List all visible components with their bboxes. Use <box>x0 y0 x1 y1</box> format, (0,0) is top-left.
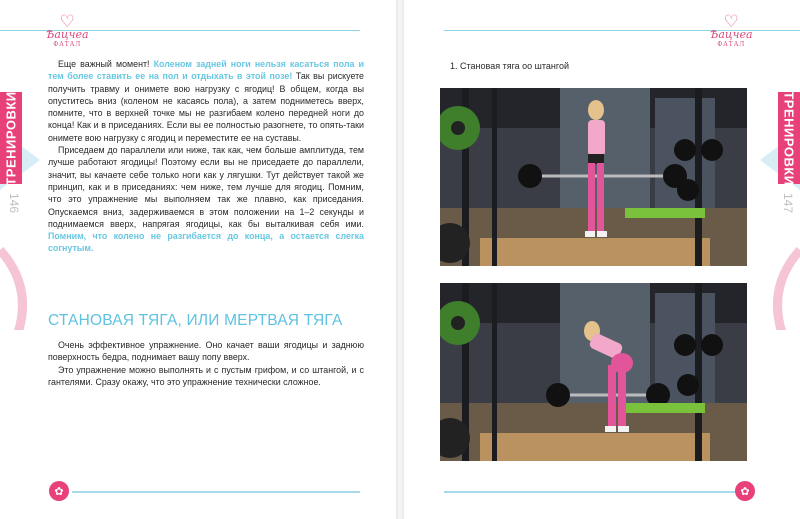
footer-lotus-icon: ✿ <box>49 481 69 501</box>
paragraph-4: Это упражнение можно выполнять и с пустым грифом, и со штангой, и с гантелями. Сразу окажу, что это упражнение технически сложное. <box>48 364 364 387</box>
book-gutter <box>396 0 404 519</box>
brand-logo <box>46 14 89 50</box>
para2-text: Приседаем до параллели или ниже, так как, чем больше амплитуда, тем лучше работают ягодицы! Поэтому если вы не приседаете до параллели, значит, вы качаете себе только ноги как у лягушки. Тут действует такой же принцип, как и в приседаниях: чем ниже, тем лучше для ягодиц. Помним, что это упражнение мы выполняем так же плавно, как приседания. Опускаемся вниз, задерживаемся в этом положении на 1–2 секунды и поднимаемся вверх, напрягая ягодицы, как бы выталкивая себя ими. <box>48 145 364 229</box>
exercise-photo-standing <box>440 88 747 266</box>
section-tab <box>778 92 800 184</box>
page-number: 147 <box>780 192 795 214</box>
section-tab-label: ТРЕНИРОВКИ <box>781 90 797 186</box>
paragraph-2 <box>48 144 364 255</box>
text-block-bottom <box>48 339 364 388</box>
bottom-rule <box>444 491 744 493</box>
para1-prefix: Еще важный момент! <box>58 59 154 69</box>
heart-icon: ♡ <box>723 12 739 32</box>
para1-highlight: Коленом задней ноги нельзя касаться пола и тем более ставить ее на пол и отдыхать в этой позе! <box>48 59 364 82</box>
section-heading: СТАНОВАЯ ТЯГА, ИЛИ МЕРТВАЯ ТЯГА <box>48 312 343 329</box>
section-tab <box>0 92 22 184</box>
page-number: 146 <box>7 192 22 214</box>
bottom-rule <box>72 491 360 493</box>
exercise-photo-bent-over <box>440 283 747 461</box>
brand-logo <box>710 14 753 50</box>
para1-rest: Так вы рискуете получить травму и онимете вою нагрузку с ягодиц! В общем, когда вы опуститесь вниз (коленом не касаясь пола), а затем подниметесь вверх, помните, что в верхней точке мы не разгибаем колено передней ноги до конца! Как и в приседаниях. Если вы ее полностью разогнете, то опять-таки онимете вою нагрузку с ягодиц и переместите ее на суставы. <box>48 71 364 143</box>
heart-icon: ♡ <box>59 12 75 32</box>
logo-subtext: ФАТАЛ <box>53 41 82 48</box>
paragraph-3: Очень эффективное упражнение. Оно качает ваши ягодицы и заднюю поверхность бедра, поднимает вашу попу вверх. <box>48 340 364 363</box>
footer-lotus-icon: ✿ <box>735 481 755 501</box>
text-block-top <box>48 58 364 255</box>
logo-text: Ѣацчеа <box>710 28 753 41</box>
paragraph-1 <box>48 58 364 144</box>
left-page <box>0 0 396 519</box>
para2-highlight: Помним, что колено не разгибается до конца, а остается слегка согнутым. <box>48 231 364 254</box>
logo-text: Ѣацчеа <box>46 28 89 41</box>
figure-caption: 1. Становая тяга оо штангой <box>450 61 569 71</box>
section-tab-label: ТРЕНИРОВКИ <box>3 90 19 186</box>
logo-subtext: ФАТАЛ <box>717 41 746 48</box>
